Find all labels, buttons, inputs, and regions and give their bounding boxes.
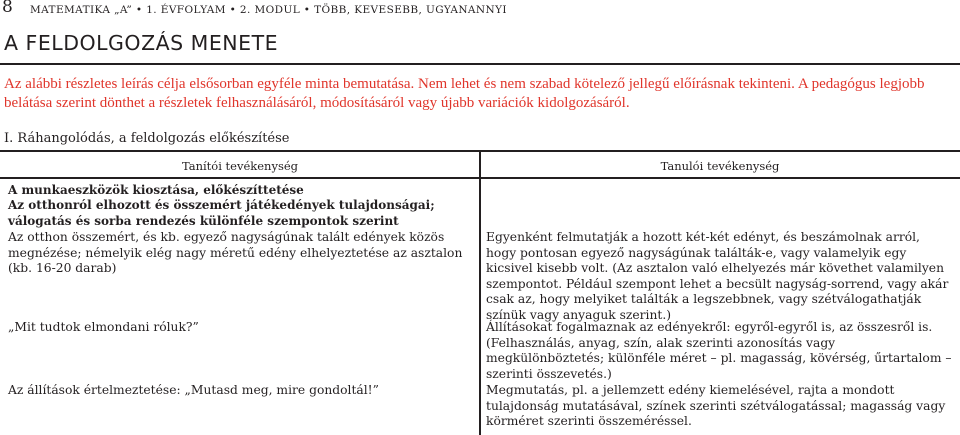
column-header-teacher: Tanítói tevékenység: [181, 159, 299, 173]
title-divider: [0, 63, 960, 65]
student-activity-2: Állításokat fogalmaznak az edényekről: egyről-egyről is, az összesről is. (Felhasználás, anyag, szín, alak szerinti azonosítás vagy megkülönböztetés; különféle méret – pl. magasság, kövérség, űrtartalom – szerinti összevetés.): [486, 320, 952, 381]
teacher-activity-1: Az otthon összemért, és kb. egyező nagyságúnak talált edények közös megnézése; némelyik elég nagy méretű edény elhelyeztetése az asztalon (kb. 16-20 darab): [8, 230, 463, 275]
column-divider: [479, 150, 481, 435]
running-head: MATEMATIKA „A” • 1. ÉVFOLYAM • 2. MODUL • TÖBB, KEVESEBB, UGYANANNYI: [30, 4, 507, 16]
intro-paragraph: Az alábbi részletes leírás célja elsősorban egyféle minta bemutatása. Nem lehet és nem szabad kötelező jellegű előírásnak tekinteni. A pedagógus legjobb belátása szerint dönthet a részletek felhasználásáról, módosításáról vagy újabb variációk kidolgozásáról.: [4, 76, 925, 111]
teacher-activity-3: Az állítások értelmeztetése: „Mutasd meg, mire gondoltál!”: [8, 383, 379, 397]
teacher-task-heading: A munkaeszközök kiosztása, előkészíttetése: [8, 183, 304, 197]
student-activity-3: Megmutatás, pl. a jellemzett edény kiemelésével, rajta a mondott tulajdonság mutatásával, színek szerinti szétválogatással; magasság vagy körméret szerinti összeméréssel.: [486, 383, 946, 428]
running-header: [0, 0, 960, 22]
page-title: A FELDOLGOZÁS MENETE: [4, 31, 279, 55]
student-activity-1: Egyenként felmutatják a hozott két-két edényt, és beszámolnak arról, hogy pontosan egyező nagyságúnak találták-e, vagy valamelyik egy kicsivel kisebb volt. (Az asztalon való elhelyezés már követhet valamilyen szempontot. Például szempont lehet a becsült nagyság-sorrend, vagy akár csak az, hogy melyiket találták a legszebbnek, vagy szétválogathatják színük vagy anyaguk szerint.): [486, 230, 949, 322]
page-number: 8: [2, 0, 13, 17]
column-header-student: Tanulói tevékenység: [660, 159, 780, 173]
teacher-task-description: Az otthonról elhozott és összemért játékedények tulajdonságai; válogatás és sorba rendezés különféle szempontok szerint: [8, 198, 435, 228]
section-title: I. Ráhangolódás, a feldolgozás előkészítése: [4, 131, 290, 146]
teacher-activity-2: „Mit tudtok elmondani róluk?”: [8, 320, 199, 334]
